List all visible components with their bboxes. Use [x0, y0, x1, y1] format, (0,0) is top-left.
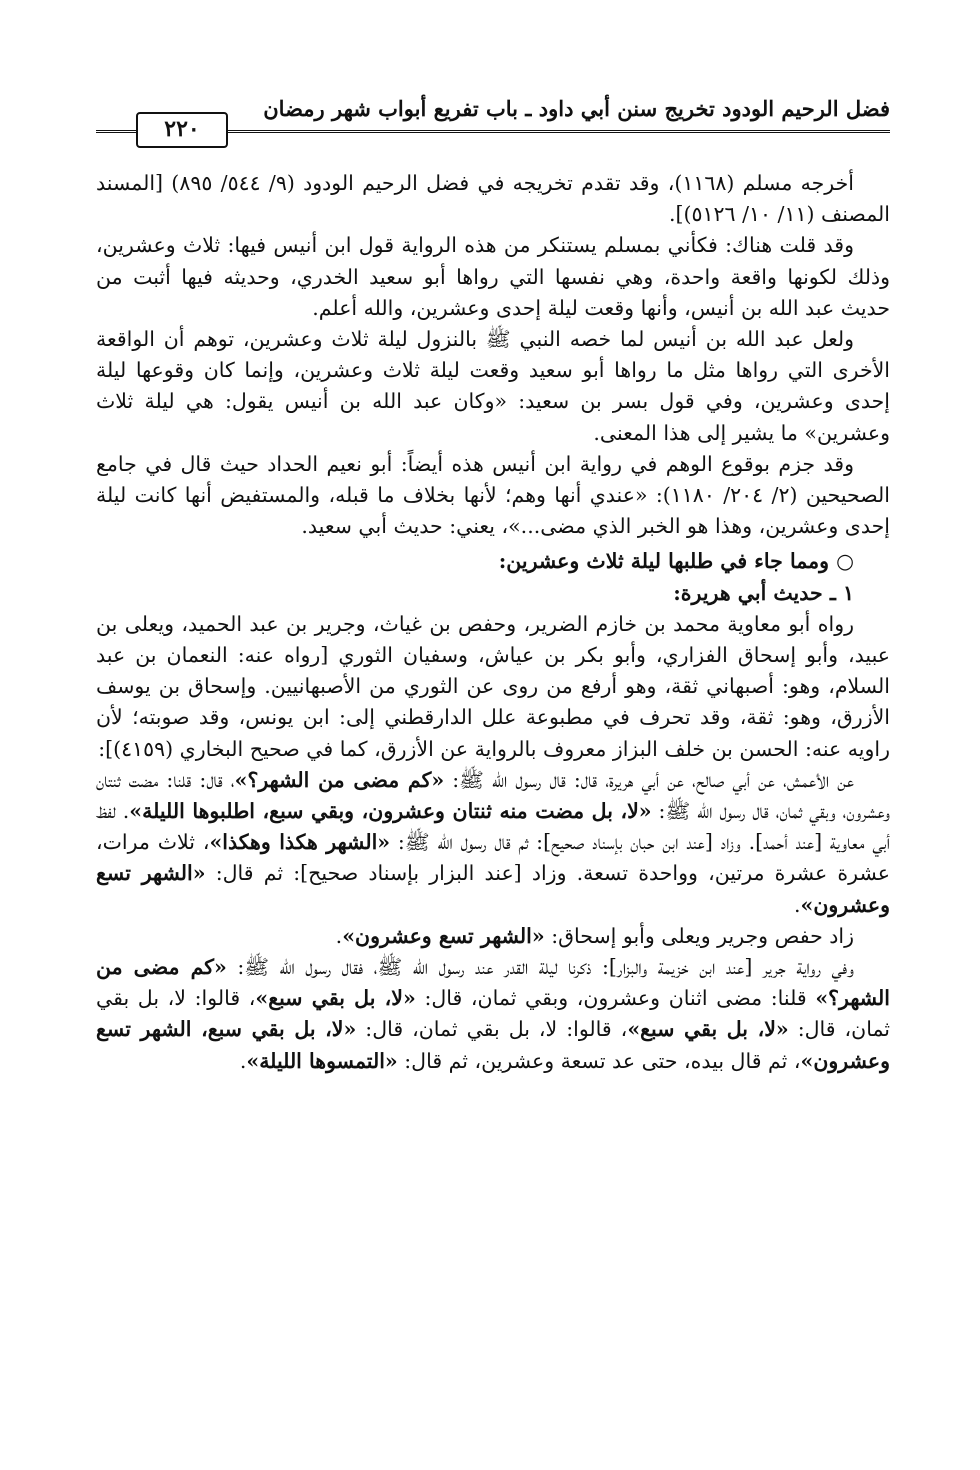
quote-bold: «لا، بل مضت منه ثنتان وعشرون، وبقي سبع، اطلبوها الليلة»: [129, 799, 652, 824]
paragraph: أخرجه مسلم (١١٦٨)، وقد تقدم تخريجه في فضل الرحيم الودود (٩/ ٥٤٤/ ٨٩٥) [المسند المصنف (١١/ ١٠/ ٥١٢٦)].: [96, 171, 890, 227]
quote-bold: «الشهر تسع وعشرون»: [96, 861, 890, 917]
quote-bold: «لا، بل بقي سبع»: [255, 986, 416, 1011]
subheading-text: ١ ـ حديث أبي هريرة:: [673, 580, 854, 605]
text-run: ، قالوا: لا، بل بقي ثمان، قال:: [356, 1017, 628, 1042]
quote-bold: «الشهر هكذا وهكذا»: [209, 830, 391, 855]
paragraph: رواه أبو معاوية محمد بن خازم الضرير، وحفص بن غياث، وجرير بن عبد الحميد، ويعلى بن عبيد، وأبو إسحاق الفزاري، وأبو بكر بن عياش، وسفيان الثوري [رواه عنه: النعمان بن عبد السلام، وهو: أصبهاني ثقة، وهو أرفع من روى عن الثوري من الأصبهانيين. وإسحاق بن يوسف الأزرق، وهو: ثقة، وقد تحرف في مطبوعة علل الدارقطني إلى: ابن يونس، وقد صوبته؛ لأن راويه عنه: الحسن بن خلف البزاز معروف بالرواية عن الأزرق، كما في صحيح البخاري (٤١٥٩)]:: [96, 611, 890, 761]
quote-bold: «لا، بل بقي سبع»: [627, 1017, 789, 1042]
text-run: ، قالوا: لا، بل بقي ثمان، قال:: [96, 986, 891, 1042]
text-run: زاد حفص وجرير ويعلى وأبو إسحاق:: [544, 923, 854, 948]
quote-bold: «لا، بل بقي سبع، الشهر تسع وعشرون»: [96, 1017, 890, 1073]
paragraph-hadith: [96, 765, 890, 921]
section-heading-text: ○ ومما جاء في طلبها ليلة ثلاث وعشرين:: [498, 549, 854, 574]
subheading: [96, 578, 890, 609]
text-run: . لفظ أبي معاوية [عند أحمد]. وزاد [عند ابن حبان بإسناد صحيح]: ثم قال رسول الله ﷺ:: [96, 799, 890, 855]
text-run: .: [793, 892, 801, 917]
text-run: قلنا: مضى اثنان وعشرون، وبقي ثمان، قال:: [415, 986, 816, 1011]
paragraph: وقد قلت هناك: فكأني بمسلم يستنكر من هذه الرواية قول ابن أنيس فيها: ثلاث وعشرين، وذلك لكونها واقعة واحدة، وهي نفسها التي رواها أبو سعيد الخدري، وحديثه فيها أثبت من حديث عبد الله بن أنيس، وأنها وقعت ليلة إحدى وعشرين، والله أعلم.: [96, 233, 890, 320]
header-title: فضل الرحيم الودود تخريج سنن أبي داود ـ باب تفريع أبواب شهر رمضان: [263, 96, 890, 121]
quote-bold: «كم مضى من الشهر؟»: [96, 955, 890, 1011]
quote-bold: «كم مضى من الشهر؟»: [234, 767, 445, 792]
quote-bold: «التمسوها الليلة»: [246, 1048, 398, 1073]
paragraph: [96, 921, 890, 952]
page-number: ٢٢٠: [136, 112, 228, 148]
paragraph: ولعل عبد الله بن أنيس لما خصه النبي ﷺ بالنزول ليلة ثلاث وعشرين، توهم أن الواقعة الأخرى التي رواها مثل ما رواها أبو سعيد وقعت ليلة ثلاث وعشرين، وإنما كان وقوعها ليلة إحدى وعشرين، وفي قول بسر بن سعيد: «وكان عبد الله بن أنيس يقول: هي ليلة ثلاث وعشرين» ما يشير إلى هذا المعنى.: [96, 327, 890, 445]
main-text: [96, 168, 890, 1077]
section-heading: [96, 546, 890, 577]
quote-bold: «الشهر تسع وعشرون»: [342, 923, 545, 948]
running-header: [96, 90, 890, 150]
text-run: عن الأعمش، عن أبي صالح، عن أبي هريرة، قال: قال رسول الله ﷺ:: [444, 767, 855, 792]
text-run: ، ثم قال بيده، حتى عد تسعة وعشرين، ثم قال:: [397, 1048, 801, 1073]
paragraph: وقد جزم بوقوع الوهم في رواية ابن أنيس هذه أيضاً: أبو نعيم الحداد حيث قال في جامع الصحيحين (٢/ ٢٠٤/ ١١٨٠): «عندي أنها وهم؛ لأنها بخلاف ما قبله، والمستفيض أنها كانت ليلة إحدى وعشرين، وهذا هو الخبر الذي مضى...»، يعني: حديث أبي سعيد.: [96, 451, 890, 539]
paragraph-hadith: [96, 952, 890, 1077]
text-run: ، قال: قلنا: مضت ثنتان وعشرون، وبقي ثمان، قال رسول الله ﷺ:: [96, 767, 890, 824]
text-run: وفي رواية جرير [عند ابن خزيمة والبزار]: ذكرنا ليلة القدر عند رسول الله ﷺ، فقال رسول الله ﷺ:: [226, 955, 854, 980]
text-run: ، ثلاث مرات، عشرة عشرة مرتين، وواحدة تسعة. وزاد [عند البزار بإسناد صحيح]: ثم قال:: [96, 830, 890, 886]
text-run: .: [335, 923, 343, 948]
text-run: .: [239, 1048, 247, 1073]
